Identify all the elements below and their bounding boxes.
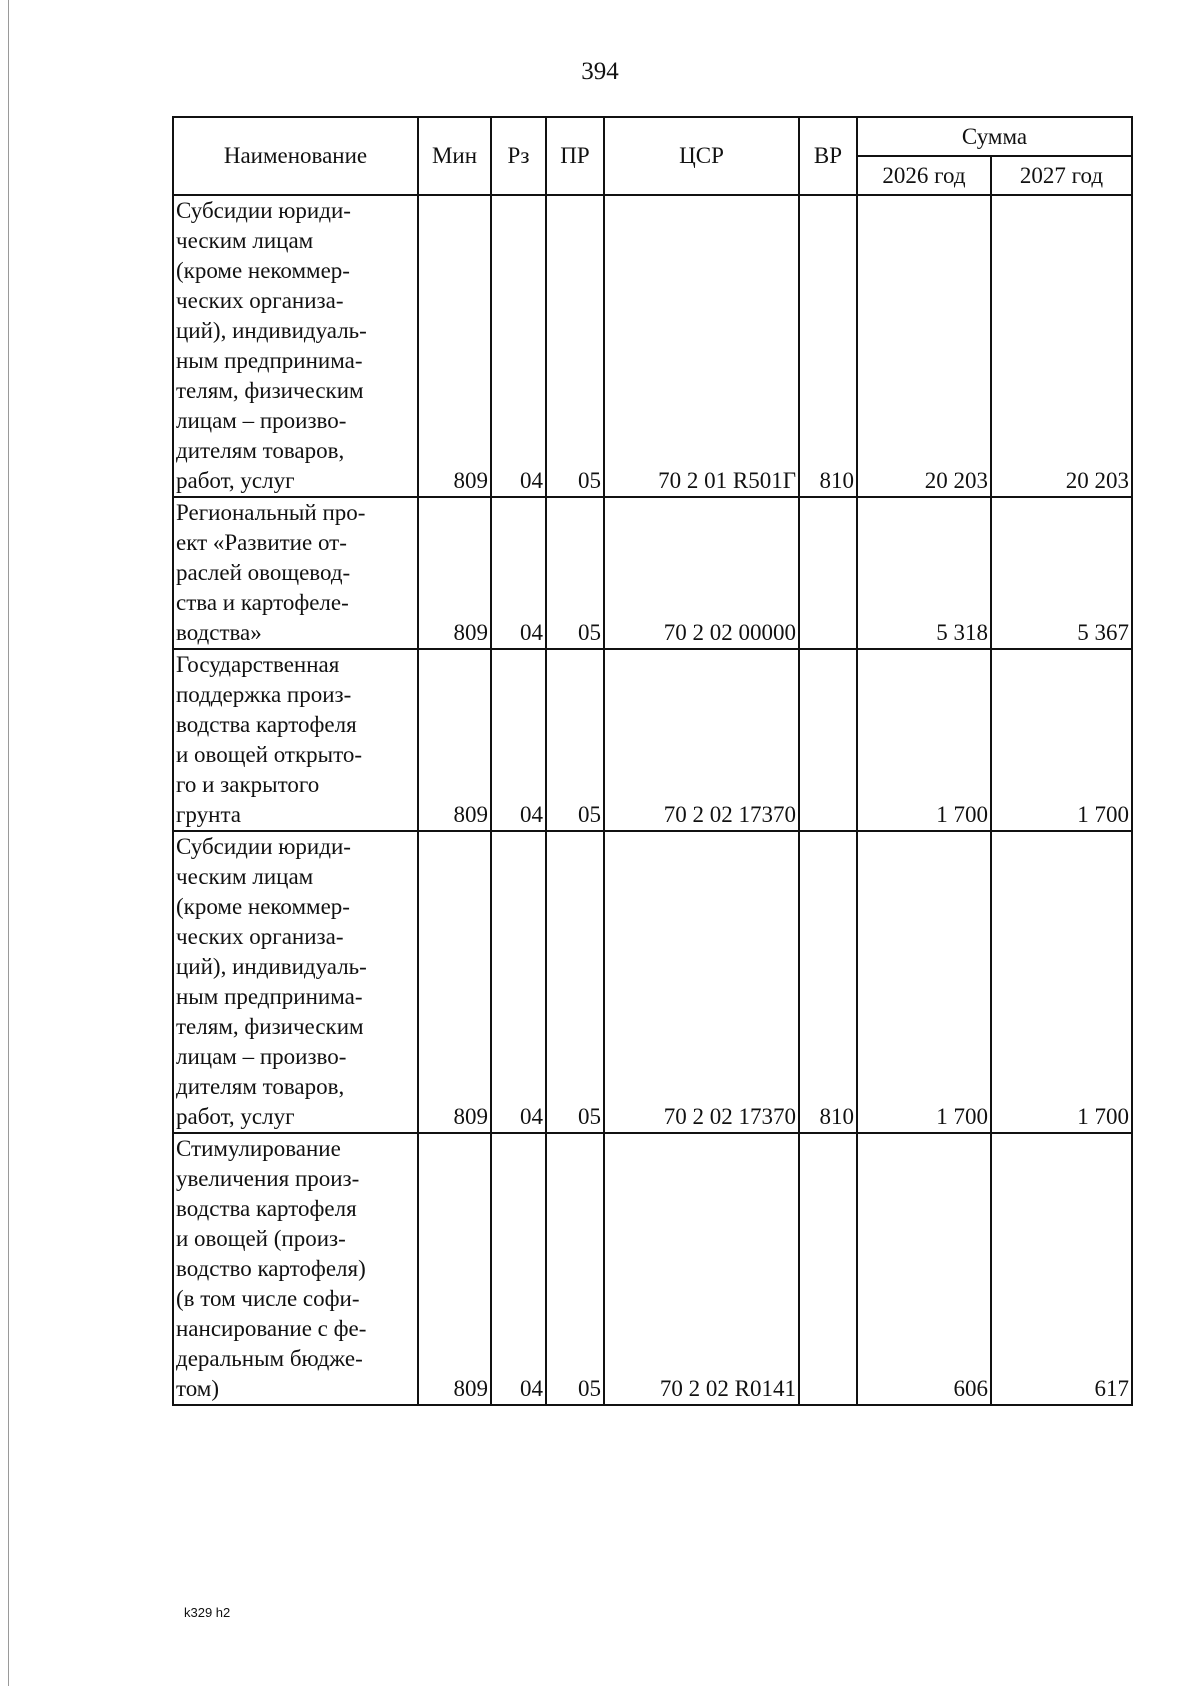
row-vr <box>799 649 857 831</box>
row-vr: 810 <box>799 195 857 497</box>
row-sum-2027: 1 700 <box>991 649 1132 831</box>
row-pr: 05 <box>546 831 604 1133</box>
row-pr: 05 <box>546 195 604 497</box>
header-year-2026: 2026 год <box>857 156 991 195</box>
table-row <box>173 831 1132 1133</box>
row-pr: 05 <box>546 649 604 831</box>
header-min: Мин <box>418 117 491 195</box>
header-name: Наименование <box>173 117 418 195</box>
header-row <box>173 117 1132 156</box>
row-name: Субсидии юриди- ческим лицам (кроме некоммер- ческих организа- ций), индивидуаль- ным предпринима- телям, физическим лицам – произво- дителям товаров, работ, услуг <box>173 195 418 497</box>
row-name: Субсидии юриди- ческим лицам (кроме некоммер- ческих организа- ций), индивидуаль- ным предпринима- телям, физическим лицам – произво- дителям товаров, работ, услуг <box>173 831 418 1133</box>
row-sum-2026: 5 318 <box>857 497 991 649</box>
row-sum-2027: 617 <box>991 1133 1132 1405</box>
footer-code: k329 h2 <box>184 1605 231 1620</box>
header-sum: Сумма <box>857 117 1132 156</box>
row-min: 809 <box>418 195 491 497</box>
row-vr: 810 <box>799 831 857 1133</box>
page-edge <box>8 0 9 1686</box>
row-min: 809 <box>418 649 491 831</box>
header-year-2027: 2027 год <box>991 156 1132 195</box>
header-rz: Рз <box>491 117 546 195</box>
row-pr: 05 <box>546 1133 604 1405</box>
row-sum-2027: 5 367 <box>991 497 1132 649</box>
header-pr: ПР <box>546 117 604 195</box>
table-row <box>173 497 1132 649</box>
row-csr: 70 2 01 R501Г <box>604 195 799 497</box>
row-rz: 04 <box>491 831 546 1133</box>
table-row <box>173 1133 1132 1405</box>
row-name: Государственная поддержка произ- водства картофеля и овощей открыто- го и закрытого грунта <box>173 649 418 831</box>
row-min: 809 <box>418 497 491 649</box>
row-vr <box>799 1133 857 1405</box>
row-sum-2026: 20 203 <box>857 195 991 497</box>
row-sum-2026: 1 700 <box>857 649 991 831</box>
row-min: 809 <box>418 831 491 1133</box>
row-sum-2027: 20 203 <box>991 195 1132 497</box>
row-csr: 70 2 02 00000 <box>604 497 799 649</box>
row-rz: 04 <box>491 195 546 497</box>
row-sum-2026: 606 <box>857 1133 991 1405</box>
table-row <box>173 649 1132 831</box>
row-sum-2027: 1 700 <box>991 831 1132 1133</box>
budget-table <box>172 116 1133 1406</box>
table-row <box>173 195 1132 497</box>
row-csr: 70 2 02 17370 <box>604 831 799 1133</box>
row-pr: 05 <box>546 497 604 649</box>
row-rz: 04 <box>491 649 546 831</box>
row-sum-2026: 1 700 <box>857 831 991 1133</box>
row-rz: 04 <box>491 1133 546 1405</box>
page-number: 394 <box>581 58 619 85</box>
row-rz: 04 <box>491 497 546 649</box>
row-name: Региональный про- ект «Развитие от- раслей овощевод- ства и картофеле- водства» <box>173 497 418 649</box>
header-vr: ВР <box>799 117 857 195</box>
row-csr: 70 2 02 17370 <box>604 649 799 831</box>
row-min: 809 <box>418 1133 491 1405</box>
row-name: Стимулирование увеличения произ- водства картофеля и овощей (произ- водство картофеля) (в том числе софи- нансирование с фе- деральным бюдже- том) <box>173 1133 418 1405</box>
row-csr: 70 2 02 R0141 <box>604 1133 799 1405</box>
row-vr <box>799 497 857 649</box>
header-csr: ЦСР <box>604 117 799 195</box>
